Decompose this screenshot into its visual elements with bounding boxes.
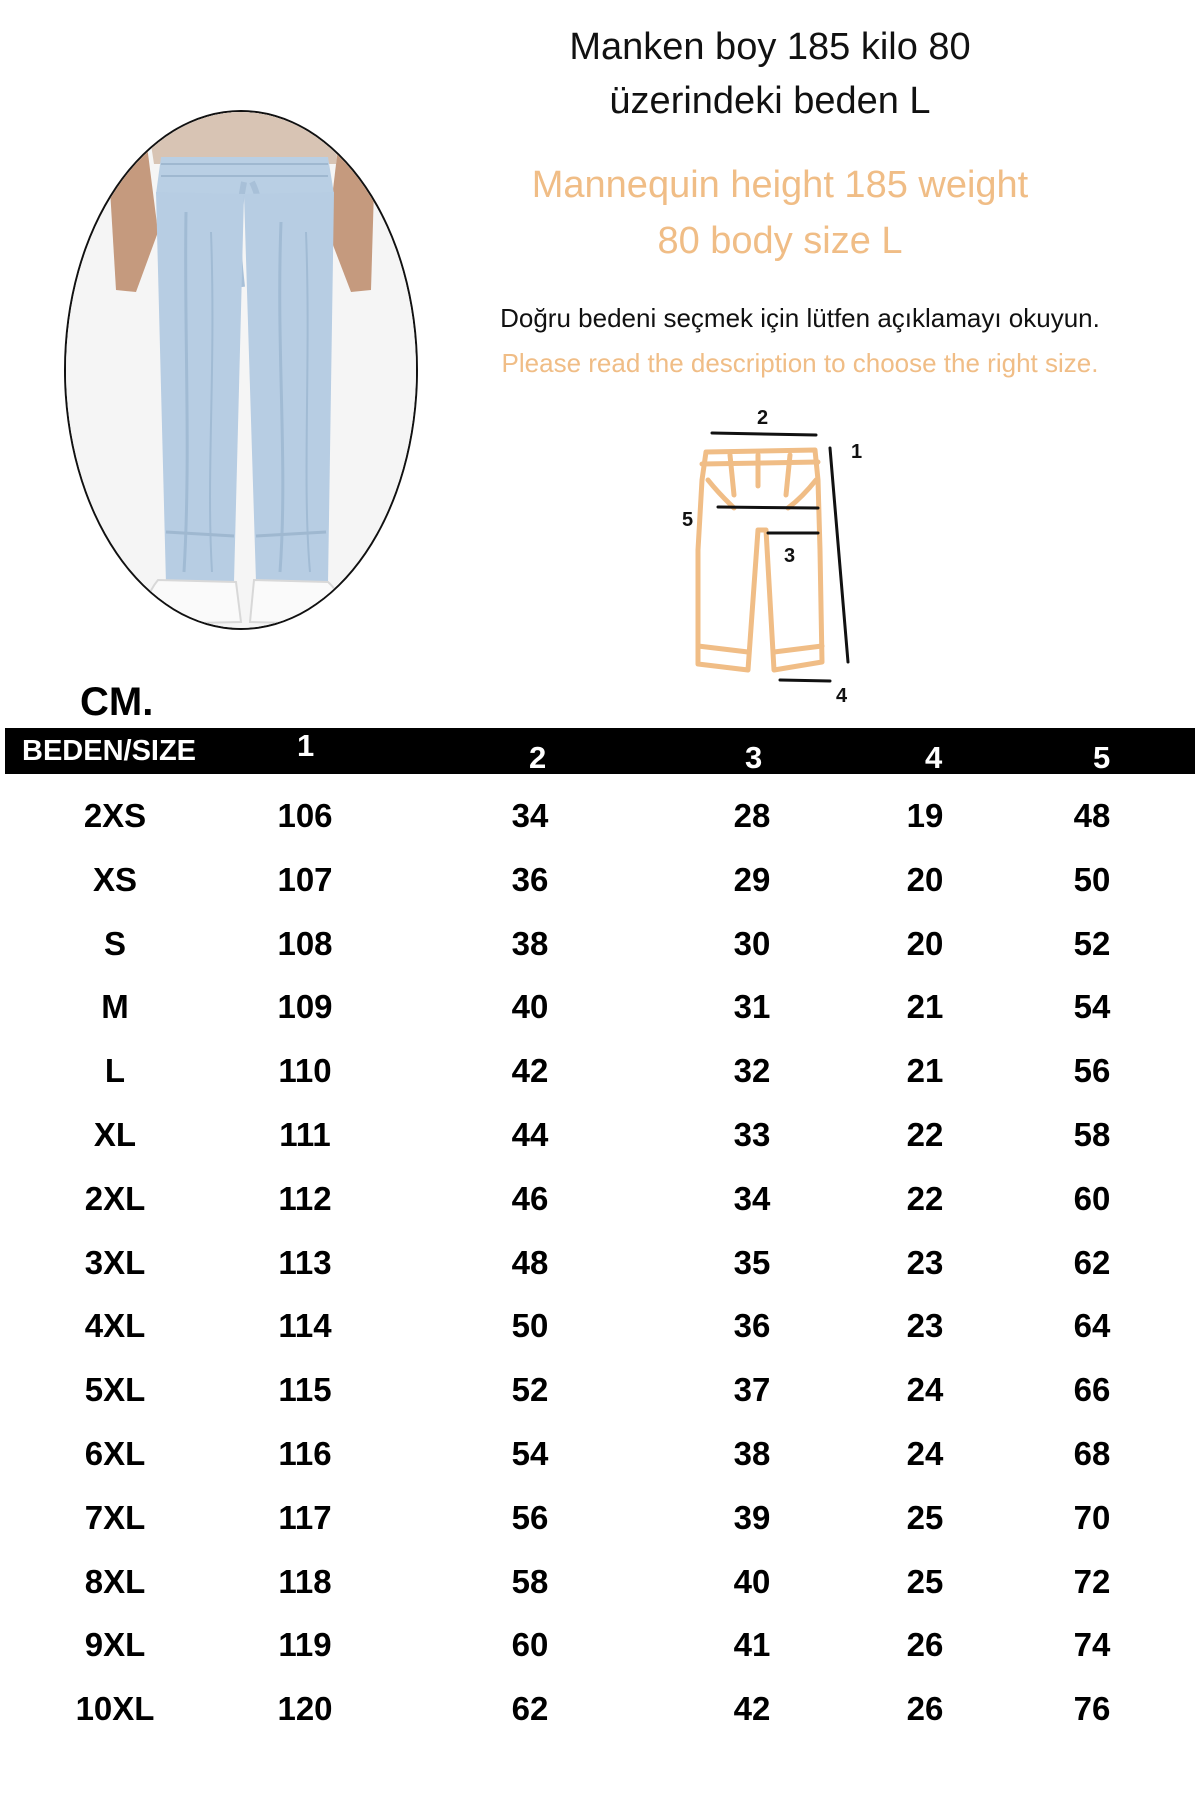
measure-1-cell: 106 — [277, 797, 333, 834]
measure-5-cell: 58 — [1073, 1115, 1111, 1153]
measure-4-cell: 26 — [906, 1690, 944, 1728]
diagram-label-5: 5 — [682, 509, 694, 531]
model-info-turkish-line1: Manken boy 185 kilo 80 — [569, 26, 971, 68]
measure-2-cell: 62 — [511, 1690, 549, 1728]
size-cell: 10XL — [75, 1690, 155, 1728]
measure-4-cell: 24 — [906, 1434, 944, 1472]
measure-4-cell: 23 — [906, 1307, 944, 1345]
pants-measurement-diagram — [670, 400, 890, 710]
size-cell: XL — [93, 1115, 137, 1153]
size-cell: 3XL — [84, 1243, 146, 1281]
measure-1-cell: 115 — [278, 1371, 332, 1409]
measure-4-cell: 21 — [906, 988, 944, 1026]
model-info-turkish — [470, 20, 1070, 128]
measure-2-cell: 34 — [511, 797, 549, 834]
size-cell: XS — [92, 860, 138, 898]
measure-2-cell: 54 — [511, 1434, 549, 1472]
measure-5-cell: 70 — [1073, 1498, 1111, 1536]
measure-1-cell: 108 — [277, 924, 333, 962]
measure-5-cell: 60 — [1073, 1179, 1111, 1217]
measure-4-cell: 23 — [906, 1243, 944, 1281]
measure-2-cell: 50 — [511, 1307, 549, 1345]
measure-3-cell: 40 — [733, 1562, 771, 1600]
size-cell: 8XL — [84, 1562, 146, 1600]
measure-3-cell: 41 — [733, 1626, 771, 1664]
measure-4-cell: 22 — [906, 1115, 944, 1153]
measure-1-cell: 113 — [278, 1243, 332, 1281]
measure-5-cell: 52 — [1073, 924, 1111, 962]
column-header-5: 5 — [1093, 740, 1111, 775]
measure-5-cell: 48 — [1073, 797, 1111, 834]
measure-1-cell: 111 — [279, 1115, 331, 1153]
measure-5-cell: 66 — [1073, 1371, 1111, 1409]
measure-5-cell: 74 — [1073, 1626, 1111, 1664]
size-cell: 9XL — [84, 1626, 146, 1664]
measure-1-cell: 120 — [277, 1690, 333, 1728]
size-note-english: Please read the description to choose the right size. — [501, 348, 1099, 378]
measure-2-cell: 60 — [511, 1626, 549, 1664]
measure-2-cell: 40 — [511, 988, 549, 1026]
measure-4-cell: 20 — [906, 924, 944, 962]
measure-2-cell: 44 — [511, 1115, 549, 1153]
measure-3-cell: 32 — [733, 1052, 771, 1090]
size-cell: L — [104, 1052, 126, 1090]
measure-5-cell: 72 — [1073, 1562, 1111, 1600]
size-cell: 7XL — [84, 1498, 146, 1536]
size-cell: 5XL — [84, 1371, 146, 1409]
measure-1-cell: 109 — [277, 988, 333, 1026]
column-header-4: 4 — [925, 740, 943, 775]
measure-1-cell: 117 — [278, 1498, 332, 1536]
measure-5-cell: 68 — [1073, 1434, 1111, 1472]
table-row — [0, 790, 1200, 854]
measure-5-cell: 54 — [1073, 988, 1111, 1026]
measure-3-cell: 28 — [733, 797, 771, 834]
measure-3-cell: 37 — [733, 1371, 771, 1409]
table-row — [0, 1683, 1200, 1747]
measure-1-cell: 107 — [277, 860, 333, 898]
table-row — [0, 1173, 1200, 1237]
unit-label: CM. — [80, 680, 154, 724]
diagram-label-4: 4 — [836, 685, 848, 707]
measure-4-cell: 25 — [906, 1498, 944, 1536]
table-row — [0, 854, 1200, 918]
measure-1-cell: 114 — [278, 1307, 332, 1345]
pants-measurement-diagram-icon — [670, 400, 890, 710]
diagram-label-3: 3 — [784, 545, 796, 567]
measure-3-cell: 34 — [733, 1179, 771, 1217]
measure-5-cell: 76 — [1073, 1690, 1111, 1728]
size-table-header — [5, 728, 1195, 774]
measure-1-cell: 112 — [278, 1179, 332, 1217]
measure-3-cell: 29 — [733, 860, 771, 898]
measure-3-cell: 38 — [733, 1434, 771, 1472]
table-row — [0, 1364, 1200, 1428]
table-row — [0, 1109, 1200, 1173]
measure-3-cell: 35 — [733, 1243, 771, 1281]
measure-4-cell: 21 — [906, 1052, 944, 1090]
measure-2-cell: 38 — [511, 924, 549, 962]
size-cell: 4XL — [84, 1307, 146, 1345]
measure-1-cell: 118 — [278, 1562, 332, 1600]
table-row — [0, 981, 1200, 1045]
measure-3-cell: 39 — [733, 1498, 771, 1536]
measure-4-cell: 19 — [906, 797, 944, 834]
measure-1-cell: 110 — [278, 1052, 332, 1090]
model-info-english-line2: 80 body size L — [657, 220, 903, 262]
measure-5-cell: 64 — [1073, 1307, 1111, 1345]
size-cell: 2XL — [84, 1179, 146, 1217]
model-info-turkish-line2: üzerindeki beden L — [609, 80, 931, 122]
measure-3-cell: 30 — [733, 924, 771, 962]
table-row — [0, 1045, 1200, 1109]
measure-5-cell: 50 — [1073, 860, 1111, 898]
diagram-label-2: 2 — [757, 407, 769, 429]
measure-3-cell: 33 — [733, 1115, 771, 1153]
model-wearing-light-blue-pants-photo — [66, 112, 416, 628]
measure-4-cell: 20 — [906, 860, 944, 898]
column-header-1: 1 — [297, 728, 315, 763]
measure-2-cell: 56 — [511, 1498, 549, 1536]
measure-5-cell: 56 — [1073, 1052, 1111, 1090]
table-row — [0, 1300, 1200, 1364]
column-header-2: 2 — [529, 740, 547, 775]
measure-4-cell: 22 — [906, 1179, 944, 1217]
measure-3-cell: 31 — [733, 988, 771, 1026]
measure-2-cell: 58 — [511, 1562, 549, 1600]
measure-2-cell: 52 — [511, 1371, 549, 1409]
measure-1-cell: 116 — [278, 1434, 332, 1472]
table-row — [0, 1619, 1200, 1683]
size-cell: 2XS — [83, 797, 147, 834]
size-cell: 6XL — [84, 1434, 146, 1472]
measure-4-cell: 25 — [906, 1562, 944, 1600]
measure-2-cell: 46 — [511, 1179, 549, 1217]
model-photo — [64, 110, 418, 630]
measure-2-cell: 36 — [511, 860, 549, 898]
measure-3-cell: 36 — [733, 1307, 771, 1345]
column-header-size: BEDEN/SIZE — [22, 735, 197, 767]
size-note-turkish: Doğru bedeni seçmek için lütfen açıklamayı okuyun. — [500, 303, 1100, 333]
measure-4-cell: 24 — [906, 1371, 944, 1409]
table-row — [0, 918, 1200, 982]
table-row — [0, 1428, 1200, 1492]
measure-2-cell: 48 — [511, 1243, 549, 1281]
table-row — [0, 1492, 1200, 1556]
table-row — [0, 1556, 1200, 1620]
size-cell: S — [103, 924, 126, 962]
model-info-english — [470, 157, 1090, 269]
column-header-3: 3 — [745, 740, 763, 775]
measure-4-cell: 26 — [906, 1626, 944, 1664]
table-row — [0, 1237, 1200, 1301]
size-cell: M — [101, 988, 129, 1026]
measure-3-cell: 42 — [733, 1690, 771, 1728]
diagram-label-1: 1 — [851, 441, 863, 463]
measure-2-cell: 42 — [511, 1052, 549, 1090]
measure-5-cell: 62 — [1073, 1243, 1111, 1281]
measure-1-cell: 119 — [278, 1626, 332, 1664]
model-info-english-line1: Mannequin height 185 weight — [531, 164, 1029, 206]
size-table-body — [0, 790, 1200, 1747]
